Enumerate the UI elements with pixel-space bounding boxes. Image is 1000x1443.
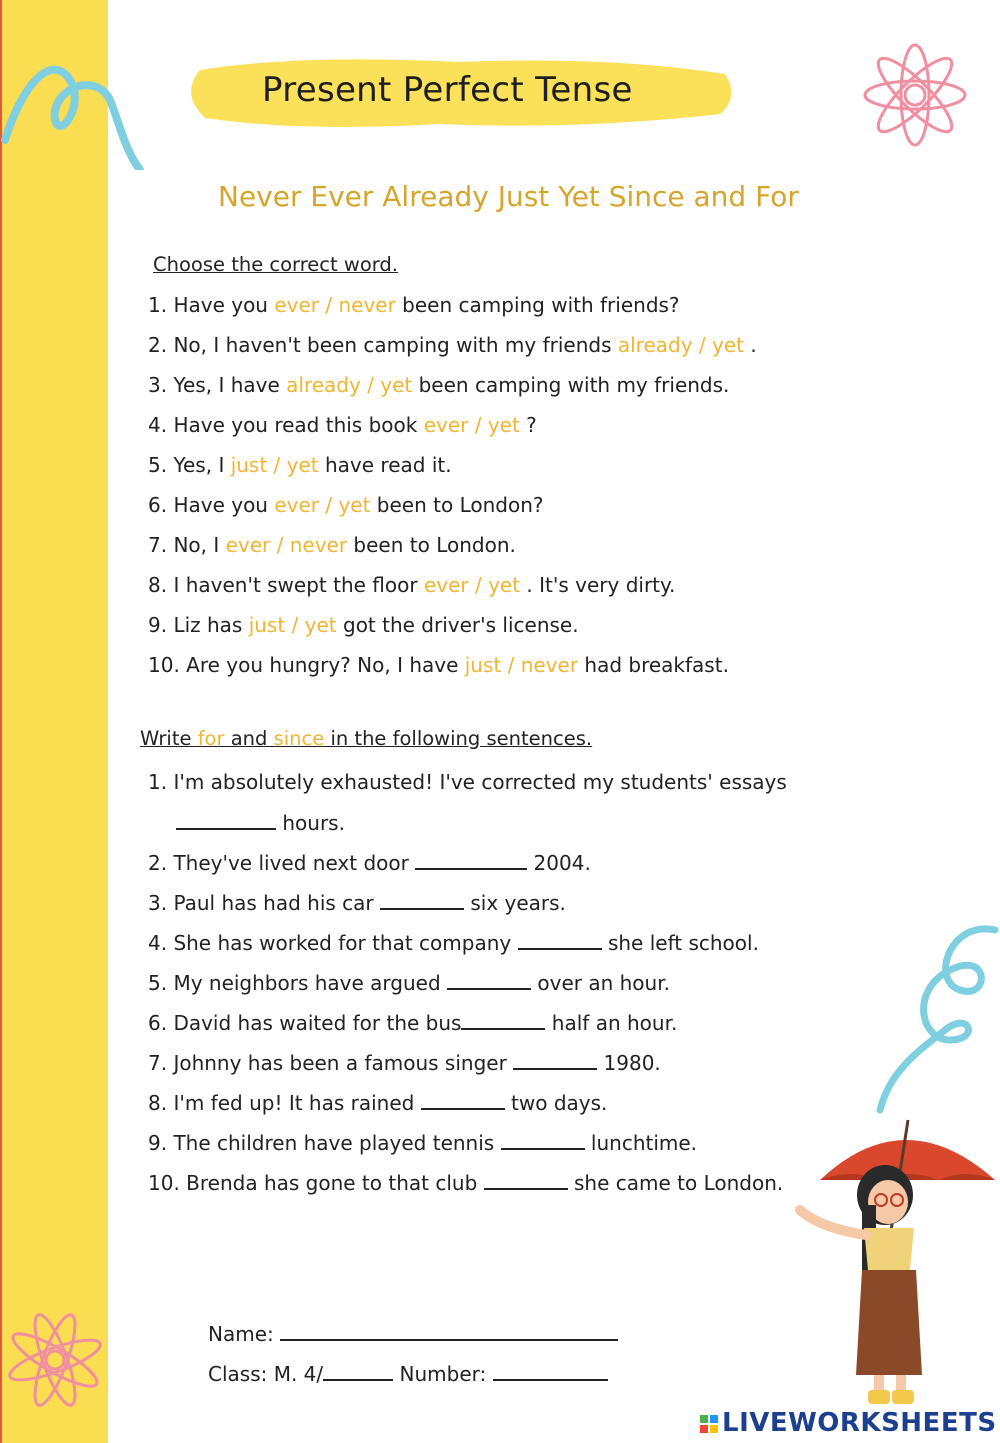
answer-choice[interactable]: ever / never [225, 533, 348, 557]
name-field-row [208, 1321, 618, 1346]
class-label: Class: M. 4/ [208, 1362, 324, 1386]
question-1 [148, 293, 680, 317]
question-text: 1. Have you [148, 293, 275, 317]
page-title: Present Perfect Tense [262, 70, 633, 110]
question-text: 9. Liz has [148, 613, 249, 637]
pink-flower-icon [820, 0, 1000, 200]
question-text: 10. Are you hungry? No, I have [148, 653, 465, 677]
fill-question-7 [148, 1050, 661, 1075]
answer-choice[interactable]: already / yet [617, 333, 744, 357]
heading-since-word: since [273, 727, 325, 750]
question-text: 6. Have you [148, 493, 275, 517]
question-text: . It's very dirty. [520, 573, 676, 597]
question-text: 9. The children have played tennis [148, 1131, 501, 1155]
answer-choice[interactable]: ever / yet [274, 493, 371, 517]
answer-choice[interactable]: ever / never [274, 293, 396, 317]
question-text: 4. Have you read this book [148, 413, 424, 437]
fill-question-10 [148, 1170, 783, 1195]
question-6 [148, 493, 544, 517]
fill-question-6 [148, 1010, 677, 1035]
heading-text: and [224, 727, 274, 750]
question-text: 6. David has waited for the bus [148, 1011, 462, 1035]
question-text: had breakfast. [578, 653, 729, 677]
answer-blank[interactable] [513, 1050, 597, 1070]
logo-text: LIVEWORKSHEETS [722, 1408, 997, 1438]
class-field-row [208, 1361, 608, 1386]
question-text: 5. My neighbors have argued [148, 971, 448, 995]
liveworksheets-logo-icon [700, 1415, 718, 1433]
fill-question-5 [148, 970, 670, 995]
question-text: hours. [276, 811, 345, 835]
question-text: been camping with friends? [395, 293, 680, 317]
answer-choice[interactable]: ever / yet [423, 573, 521, 597]
question-text: two days. [504, 1091, 608, 1115]
question-text: half an hour. [545, 1011, 678, 1035]
question-10 [148, 653, 729, 677]
question-text: 7. No, I [148, 533, 226, 557]
question-9 [148, 613, 579, 637]
answer-choice[interactable]: just / yet [230, 453, 319, 477]
pink-flower-bottom-icon [0, 1250, 150, 1440]
fill-question-1: 1. I'm absolutely exhausted! I've corrected my students' essays [148, 770, 787, 794]
question-2 [148, 333, 757, 357]
answer-blank[interactable] [415, 850, 527, 870]
question-text: ? [519, 413, 537, 437]
question-text: 8. I'm fed up! It has rained [148, 1091, 421, 1115]
heading-text: in the following sentences. [324, 727, 593, 750]
question-8 [148, 573, 675, 597]
question-text: over an hour. [531, 971, 670, 995]
name-input[interactable] [280, 1321, 618, 1341]
answer-blank[interactable] [501, 1130, 585, 1150]
question-text: 4. She has worked for that company [148, 931, 518, 955]
girl-umbrella-illustration [790, 1110, 1000, 1410]
question-text: been to London. [347, 533, 516, 557]
answer-blank[interactable] [380, 890, 464, 910]
question-text: six years. [463, 891, 566, 915]
number-label: Number: [393, 1362, 493, 1386]
question-text: 2. No, I haven't been camping with my friends [148, 333, 618, 357]
fill-question-8 [148, 1090, 607, 1115]
question-text: 3. Yes, I have [148, 373, 287, 397]
question-text: 3. Paul has had his car [148, 891, 380, 915]
question-5 [148, 453, 452, 477]
question-text: got the driver's license. [336, 613, 579, 637]
part1-heading: Choose the correct word. [153, 253, 398, 276]
answer-blank[interactable] [176, 810, 276, 830]
answer-choice[interactable]: just / yet [248, 613, 337, 637]
answer-blank[interactable] [447, 970, 531, 990]
fill-question-3 [148, 890, 566, 915]
answer-blank[interactable] [518, 930, 602, 950]
class-input[interactable] [323, 1361, 393, 1381]
heading-for-word: for [197, 727, 225, 750]
answer-blank[interactable] [421, 1090, 505, 1110]
question-text: 2. They've lived next door [148, 851, 416, 875]
answer-choice[interactable]: ever / yet [423, 413, 520, 437]
fill-question-1-cont [176, 810, 345, 835]
question-4 [148, 413, 537, 437]
question-text: 8. I haven't swept the floor [148, 573, 424, 597]
question-text: she came to London. [567, 1171, 784, 1195]
question-text: have read it. [318, 453, 452, 477]
answer-choice[interactable]: just / never [464, 653, 579, 677]
question-text: been camping with my friends. [412, 373, 730, 397]
question-7 [148, 533, 516, 557]
part2-heading [140, 727, 592, 750]
question-3 [148, 373, 729, 397]
blue-swirl-icon [850, 920, 1000, 1120]
question-text: 5. Yes, I [148, 453, 231, 477]
question-text: 7. Johnny has been a famous singer [148, 1051, 514, 1075]
number-input[interactable] [493, 1361, 608, 1381]
question-text: she left school. [601, 931, 759, 955]
page-subtitle: Never Ever Already Just Yet Since and For [218, 180, 799, 213]
answer-blank[interactable] [461, 1010, 545, 1030]
question-text: 1980. [597, 1051, 661, 1075]
blue-squiggle-icon [0, 30, 150, 170]
answer-choice[interactable]: already / yet [286, 373, 413, 397]
name-label: Name: [208, 1322, 281, 1346]
question-text: been to London? [370, 493, 544, 517]
question-text: lunchtime. [584, 1131, 698, 1155]
question-text: 2004. [527, 851, 591, 875]
fill-question-2 [148, 850, 591, 875]
fill-question-4 [148, 930, 759, 955]
liveworksheets-logo [700, 1408, 997, 1438]
question-text: 10. Brenda has gone to that club [148, 1171, 484, 1195]
heading-text: Write [140, 727, 198, 750]
fill-question-9 [148, 1130, 697, 1155]
question-text: . [743, 333, 757, 357]
yellow-sidebar [0, 0, 108, 1443]
answer-blank[interactable] [484, 1170, 568, 1190]
